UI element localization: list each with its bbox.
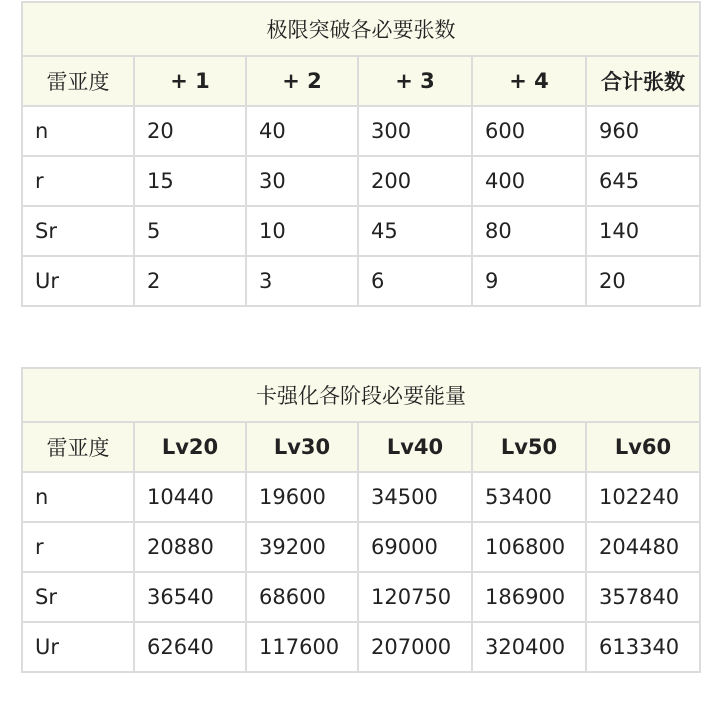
table-title-row <box>22 368 700 422</box>
table-cell: 34500 <box>358 472 472 522</box>
column-header: Lv60 <box>586 422 700 472</box>
table-cell: 613340 <box>586 622 700 672</box>
column-header: Lv30 <box>246 422 358 472</box>
total-cell: 20 <box>586 256 700 306</box>
table-cell: 106800 <box>472 522 586 572</box>
table-cell: 6 <box>358 256 472 306</box>
total-cell: 645 <box>586 156 700 206</box>
total-cell: 960 <box>586 106 700 156</box>
column-header: Lv50 <box>472 422 586 472</box>
table-header-row <box>22 422 700 472</box>
table-cell: 40 <box>246 106 358 156</box>
table-cell: 400 <box>472 156 586 206</box>
total-cell: 140 <box>586 206 700 256</box>
rarity-cell: Sr <box>22 206 134 256</box>
rarity-cell: Sr <box>22 572 134 622</box>
table-cell: 19600 <box>246 472 358 522</box>
rarity-cell: Ur <box>22 256 134 306</box>
table-row <box>22 106 700 156</box>
table-cell: 69000 <box>358 522 472 572</box>
table-cell: 36540 <box>134 572 246 622</box>
table-cell: 20880 <box>134 522 246 572</box>
column-header: Lv20 <box>134 422 246 472</box>
rarity-cell: r <box>22 522 134 572</box>
table-cell: 20 <box>134 106 246 156</box>
table-title-row <box>22 2 700 56</box>
rarity-cell: n <box>22 472 134 522</box>
table-cell: 117600 <box>246 622 358 672</box>
table-cell: 80 <box>472 206 586 256</box>
column-header-rarity: 雷亚度 <box>22 56 134 106</box>
rarity-cell: r <box>22 156 134 206</box>
enhancement-table <box>21 367 701 673</box>
table-cell: 600 <box>472 106 586 156</box>
table-cell: 30 <box>246 156 358 206</box>
rarity-cell: Ur <box>22 622 134 672</box>
table-row <box>22 472 700 522</box>
table-cell: 2 <box>134 256 246 306</box>
table-cell: 300 <box>358 106 472 156</box>
table-cell: 15 <box>134 156 246 206</box>
table-cell: 9 <box>472 256 586 306</box>
table-cell: 45 <box>358 206 472 256</box>
table-row <box>22 206 700 256</box>
table-cell: 186900 <box>472 572 586 622</box>
table-row <box>22 572 700 622</box>
table-cell: 3 <box>246 256 358 306</box>
table-row <box>22 522 700 572</box>
column-header-total: 合计张数 <box>586 56 700 106</box>
table-cell: 53400 <box>472 472 586 522</box>
table-row <box>22 256 700 306</box>
breakthrough-table <box>21 1 701 307</box>
table-cell: 68600 <box>246 572 358 622</box>
table-cell: 5 <box>134 206 246 256</box>
table-cell: 10440 <box>134 472 246 522</box>
table-title: 卡强化各阶段必要能量 <box>22 368 700 422</box>
table-title: 极限突破各必要张数 <box>22 2 700 56</box>
table-cell: 207000 <box>358 622 472 672</box>
column-header: + 3 <box>358 56 472 106</box>
table-cell: 357840 <box>586 572 700 622</box>
table-header-row <box>22 56 700 106</box>
table-cell: 204480 <box>586 522 700 572</box>
table-cell: 62640 <box>134 622 246 672</box>
table-cell: 320400 <box>472 622 586 672</box>
column-header-rarity: 雷亚度 <box>22 422 134 472</box>
rarity-cell: n <box>22 106 134 156</box>
table-cell: 39200 <box>246 522 358 572</box>
table-cell: 102240 <box>586 472 700 522</box>
column-header: Lv40 <box>358 422 472 472</box>
column-header: + 1 <box>134 56 246 106</box>
table-cell: 10 <box>246 206 358 256</box>
table-cell: 120750 <box>358 572 472 622</box>
table-row <box>22 156 700 206</box>
table-cell: 200 <box>358 156 472 206</box>
column-header: + 4 <box>472 56 586 106</box>
column-header: + 2 <box>246 56 358 106</box>
table-row <box>22 622 700 672</box>
